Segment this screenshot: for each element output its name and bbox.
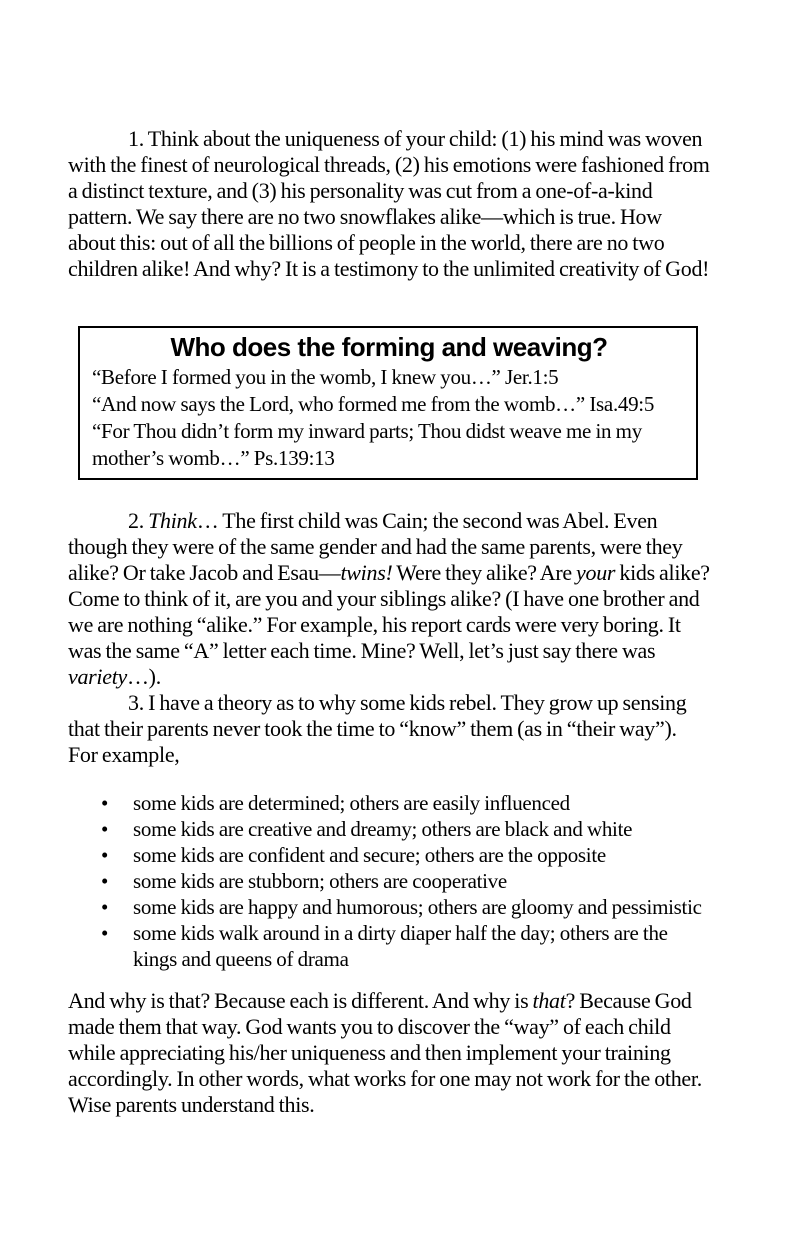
scripture-quote-psalms: “For Thou didn’t form my inward parts; Thou didst weave me in my mother’s womb…” Ps.139:13 [92,419,642,470]
list-item-text: some kids walk around in a dirty diaper half the day; others are the kings and queens of drama [133,921,668,971]
list-item-text: some kids are determined; others are easily influenced [133,791,570,815]
bullet-icon: • [101,843,109,867]
kids-traits-list [68,790,710,972]
list-item-text: some kids are confident and secure; others are the opposite [133,843,606,867]
list-item-text: some kids are stubborn; others are cooperative [133,869,507,893]
scripture-quote-jeremiah: “Before I formed you in the womb, I knew you…” Jer.1:5 [92,365,559,389]
list-item [68,920,710,972]
list-item-text: some kids are happy and humorous; others are gloomy and pessimistic [133,895,702,919]
bullet-icon: • [101,895,109,919]
quote-box-title: Who does the forming and weaving? [170,332,608,362]
paragraph-closing: And why is that? Because each is different. And why is that? Because God made them that way. God wants you to discover the “way” of each child while appreciating his/her uniqueness and then implement your training accordingly. In other words, what works for one may not work for the other. Wise parents understand this. [68,988,702,1117]
list-item [68,790,710,816]
bullet-icon: • [101,921,109,945]
paragraph-think: 2. Think… The first child was Cain; the second was Abel. Even though they were of the same gender and had the same parents, were they alike? Or take Jacob and Esau—twins! Were they alike? Are your kids alike? Come to think of it, are you and your siblings alike? (I have one brother and we are nothing “alike.” For example, his report cards were very boring. It was the same “A” letter each time. Mine? Well, let’s just say there was variety…). [68,508,710,689]
list-item [68,894,710,920]
scripture-quote-box [78,326,698,480]
list-item [68,868,710,894]
bullet-icon: • [101,817,109,841]
scripture-quote-isaiah: “And now says the Lord, who formed me from the womb…” Isa.49:5 [92,392,655,416]
list-item [68,842,710,868]
paragraph-theory: 3. I have a theory as to why some kids rebel. They grow up sensing that their parents never took the time to “know” them (as in “their way”). For example, [68,690,687,767]
list-item-text: some kids are creative and dreamy; others are black and white [133,817,633,841]
paragraph-uniqueness: 1. Think about the uniqueness of your child: (1) his mind was woven with the finest of neurological threads, (2) his emotions were fashioned from a distinct texture, and (3) his personality was cut from a one-of-a-kind pattern. We say there are no two snowflakes alike—which is true. How about this: out of all the billions of people in the world, there are no two children alike! And why? It is a testimony to the unlimited creativity of God! [68,126,710,281]
bullet-icon: • [101,791,109,815]
bullet-icon: • [101,869,109,893]
list-item [68,816,710,842]
